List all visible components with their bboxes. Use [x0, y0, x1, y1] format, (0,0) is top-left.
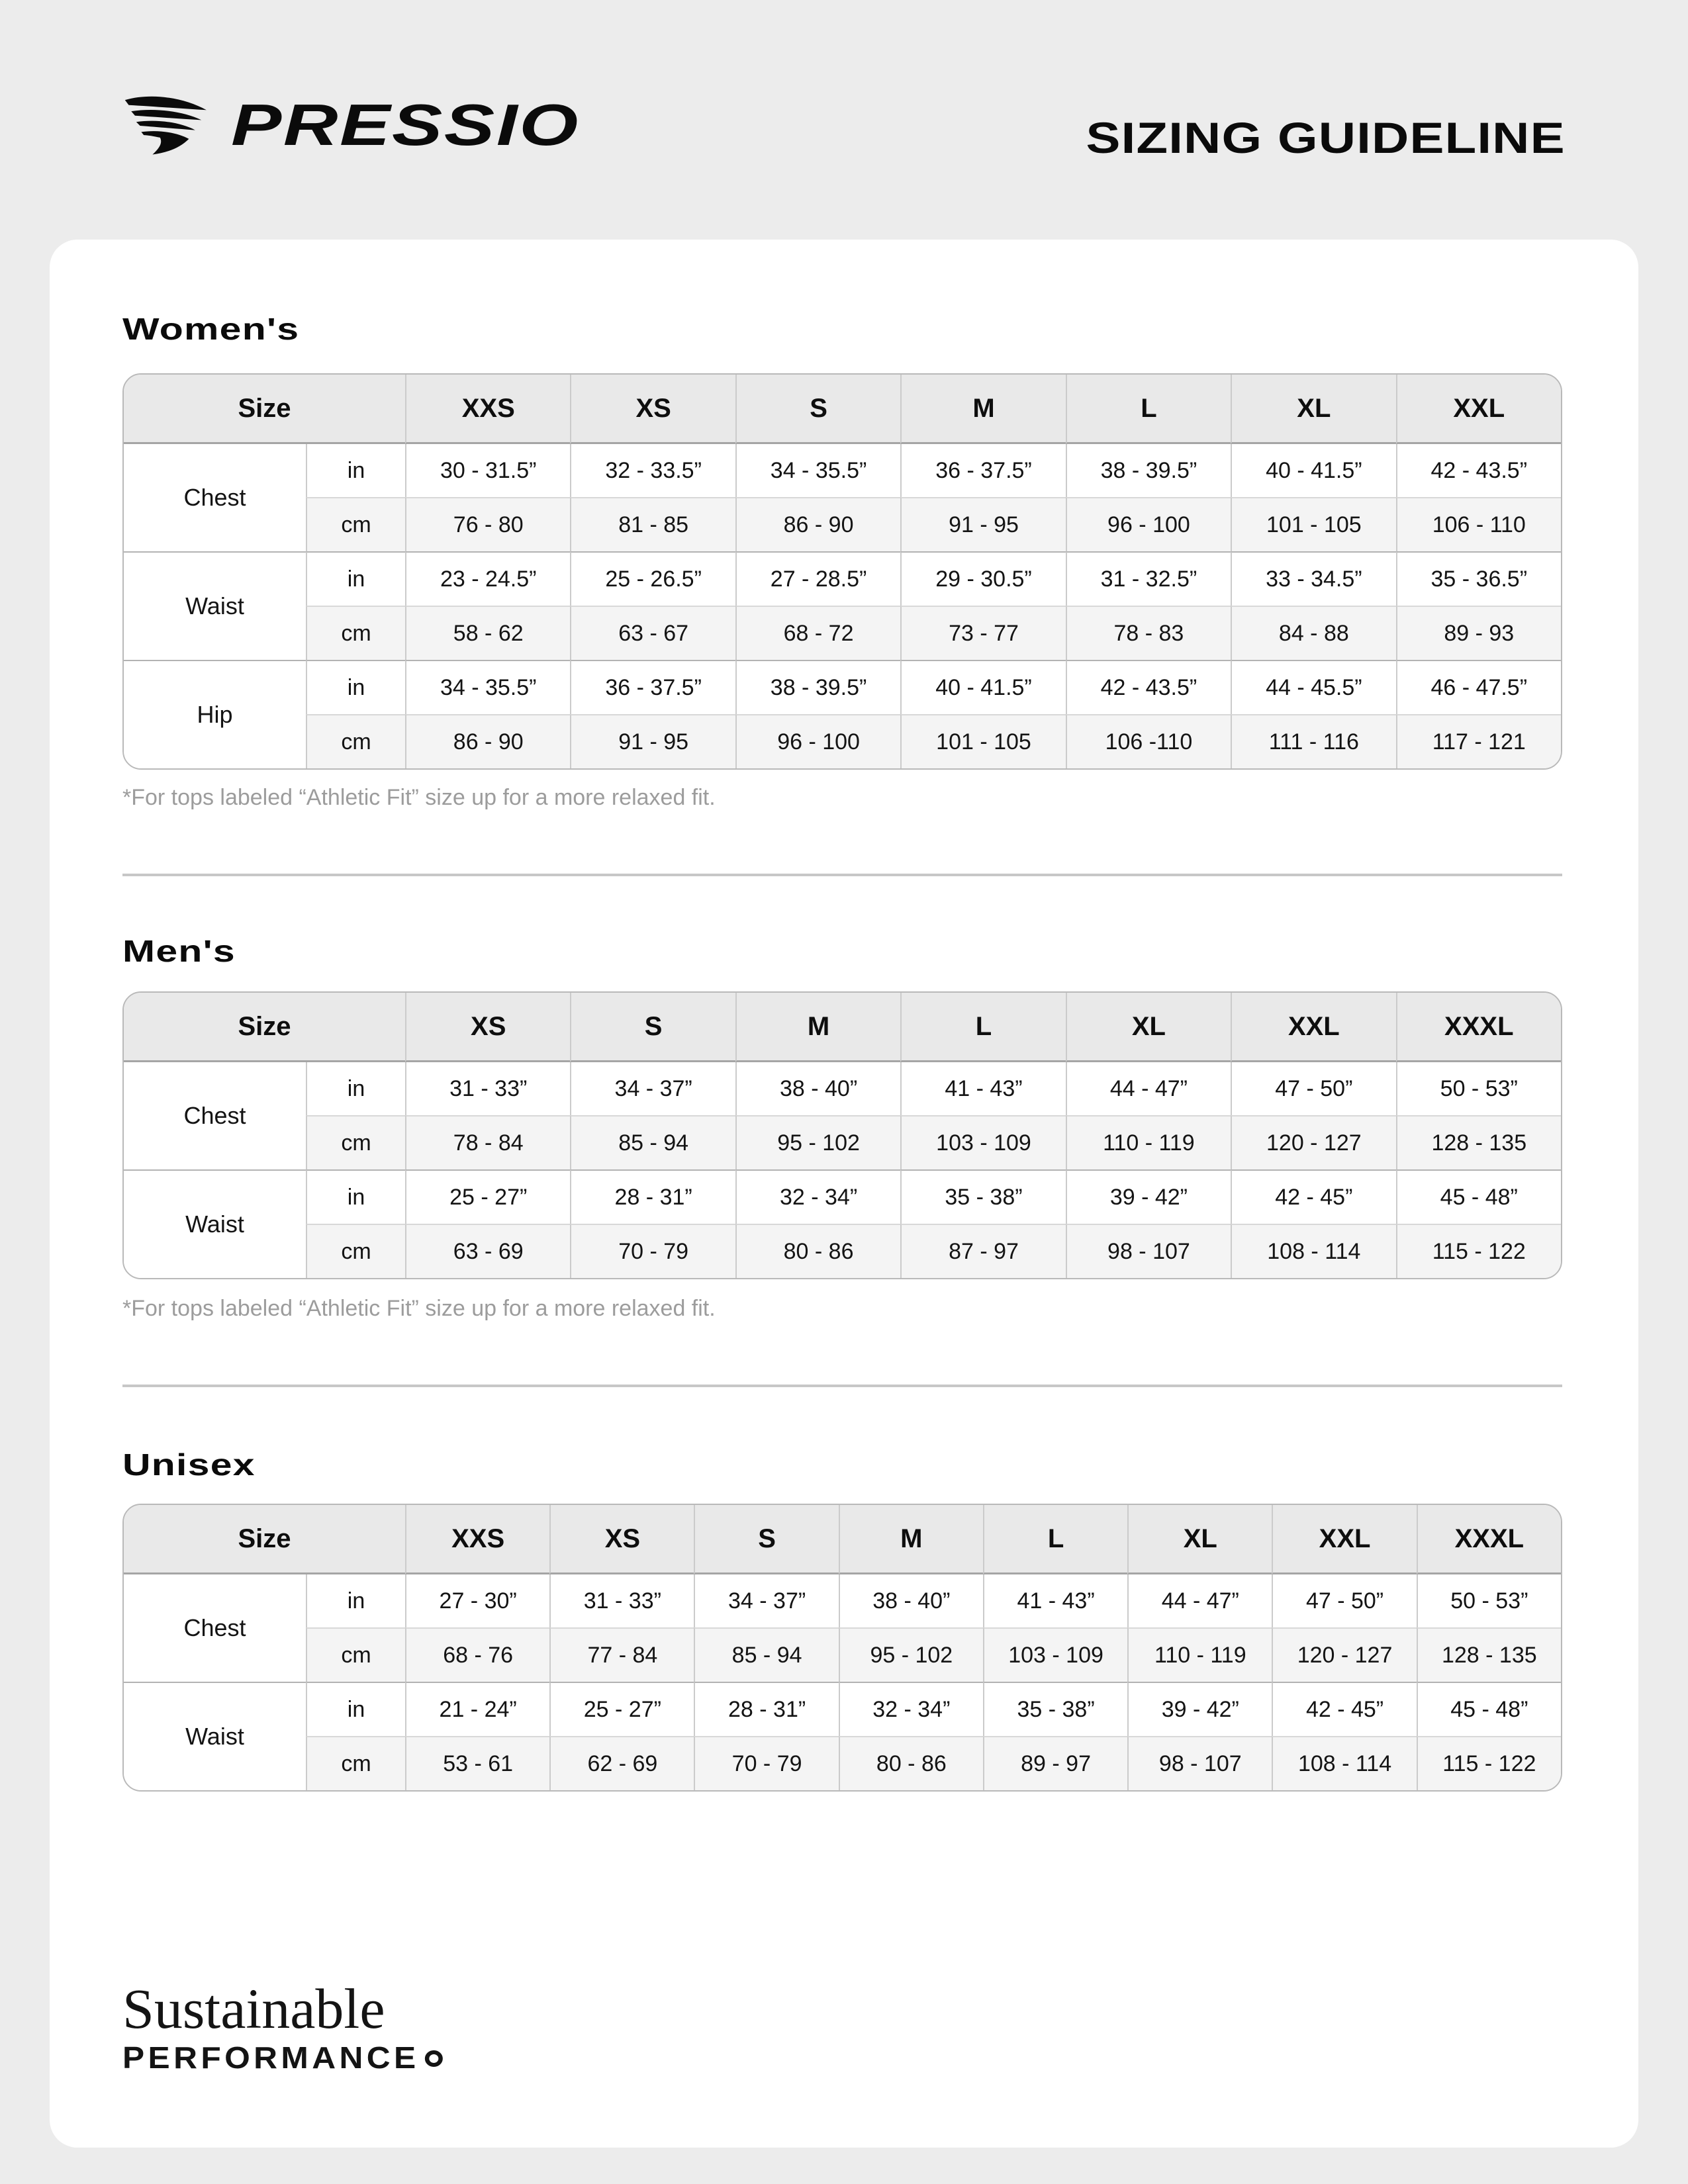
- mens-size-table: [122, 991, 1562, 1279]
- table-row: [124, 1574, 1561, 1627]
- value-cell: 33 - 34.5”: [1231, 551, 1395, 606]
- table-row: [124, 1115, 1561, 1169]
- value-cell: 108 - 114: [1231, 1224, 1395, 1278]
- value-cell: 53 - 61: [405, 1736, 549, 1790]
- table-row: [124, 551, 1561, 606]
- value-cell: 27 - 28.5”: [735, 551, 900, 606]
- value-cell: 117 - 121: [1396, 714, 1561, 768]
- value-cell: 44 - 45.5”: [1231, 660, 1395, 714]
- size-header-l: L: [1066, 375, 1231, 444]
- measurement-label-cell: Waist: [124, 551, 306, 660]
- value-cell: 80 - 86: [735, 1224, 900, 1278]
- table-row: [124, 497, 1561, 551]
- value-cell: 106 - 110: [1396, 497, 1561, 551]
- value-cell: 110 - 119: [1066, 1115, 1231, 1169]
- size-table: [124, 993, 1561, 1278]
- page-title: SIZING GUIDELINE: [1086, 113, 1566, 162]
- value-cell: 70 - 79: [570, 1224, 735, 1278]
- value-cell: 86 - 90: [405, 714, 570, 768]
- small-circle-mark-icon: [425, 2050, 443, 2067]
- size-column-header: Size: [124, 1505, 405, 1574]
- table-row: [124, 1169, 1561, 1224]
- size-column-header: Size: [124, 375, 405, 444]
- value-cell: 42 - 45”: [1272, 1682, 1416, 1736]
- value-cell: 120 - 127: [1272, 1627, 1416, 1682]
- section-title-unisex: Unisex: [122, 1447, 256, 1482]
- unit-cell: in: [306, 660, 405, 714]
- value-cell: 128 - 135: [1417, 1627, 1561, 1682]
- value-cell: 63 - 69: [405, 1224, 570, 1278]
- value-cell: 31 - 32.5”: [1066, 551, 1231, 606]
- table-row: [124, 660, 1561, 714]
- value-cell: 77 - 84: [549, 1627, 694, 1682]
- value-cell: 36 - 37.5”: [900, 444, 1065, 497]
- brand-logo: [122, 91, 580, 159]
- unit-cell: in: [306, 1169, 405, 1224]
- table-row: [124, 1224, 1561, 1278]
- size-header-xxl: XXL: [1272, 1505, 1416, 1574]
- value-cell: 34 - 37”: [694, 1574, 838, 1627]
- value-cell: 101 - 105: [900, 714, 1065, 768]
- value-cell: 47 - 50”: [1231, 1062, 1395, 1115]
- value-cell: 41 - 43”: [900, 1062, 1065, 1115]
- value-cell: 45 - 48”: [1417, 1682, 1561, 1736]
- unit-cell: cm: [306, 1224, 405, 1278]
- unit-cell: cm: [306, 606, 405, 660]
- value-cell: 86 - 90: [735, 497, 900, 551]
- value-cell: 58 - 62: [405, 606, 570, 660]
- value-cell: 28 - 31”: [570, 1169, 735, 1224]
- size-header-xs: XS: [570, 375, 735, 444]
- size-header-m: M: [839, 1505, 983, 1574]
- value-cell: 29 - 30.5”: [900, 551, 1065, 606]
- value-cell: 32 - 34”: [735, 1169, 900, 1224]
- womens-footnote: *For tops labeled “Athletic Fit” size up for a more relaxed fit.: [122, 785, 716, 810]
- value-cell: 108 - 114: [1272, 1736, 1416, 1790]
- measurement-label-cell: Waist: [124, 1682, 306, 1790]
- value-cell: 115 - 122: [1396, 1224, 1561, 1278]
- value-cell: 85 - 94: [570, 1115, 735, 1169]
- value-cell: 103 - 109: [900, 1115, 1065, 1169]
- value-cell: 95 - 102: [839, 1627, 983, 1682]
- size-header-xl: XL: [1127, 1505, 1272, 1574]
- size-header-m: M: [735, 993, 900, 1062]
- value-cell: 89 - 97: [983, 1736, 1127, 1790]
- value-cell: 42 - 43.5”: [1396, 444, 1561, 497]
- value-cell: 32 - 34”: [839, 1682, 983, 1736]
- measurement-label-cell: Chest: [124, 1574, 306, 1682]
- value-cell: 91 - 95: [570, 714, 735, 768]
- value-cell: 39 - 42”: [1066, 1169, 1231, 1224]
- size-header-xl: XL: [1231, 375, 1395, 444]
- section-divider: [122, 874, 1562, 876]
- size-header-xs: XS: [405, 993, 570, 1062]
- value-cell: 38 - 39.5”: [1066, 444, 1231, 497]
- section-divider: [122, 1385, 1562, 1387]
- size-header-xl: XL: [1066, 993, 1231, 1062]
- footer-performance-label: PERFORMANCE: [122, 2040, 420, 2075]
- value-cell: 44 - 47”: [1127, 1574, 1272, 1627]
- table-row: [124, 1627, 1561, 1682]
- value-cell: 50 - 53”: [1396, 1062, 1561, 1115]
- value-cell: 35 - 38”: [900, 1169, 1065, 1224]
- value-cell: 96 - 100: [1066, 497, 1231, 551]
- value-cell: 41 - 43”: [983, 1574, 1127, 1627]
- value-cell: 25 - 27”: [405, 1169, 570, 1224]
- size-header-s: S: [694, 1505, 838, 1574]
- value-cell: 68 - 76: [405, 1627, 549, 1682]
- value-cell: 44 - 47”: [1066, 1062, 1231, 1115]
- value-cell: 36 - 37.5”: [570, 660, 735, 714]
- table-row: [124, 1062, 1561, 1115]
- value-cell: 21 - 24”: [405, 1682, 549, 1736]
- value-cell: 40 - 41.5”: [1231, 444, 1395, 497]
- value-cell: 76 - 80: [405, 497, 570, 551]
- value-cell: 91 - 95: [900, 497, 1065, 551]
- value-cell: 42 - 45”: [1231, 1169, 1395, 1224]
- value-cell: 84 - 88: [1231, 606, 1395, 660]
- value-cell: 27 - 30”: [405, 1574, 549, 1627]
- value-cell: 106 -110: [1066, 714, 1231, 768]
- value-cell: 98 - 107: [1066, 1224, 1231, 1278]
- size-header-xxxl: XXXL: [1417, 1505, 1561, 1574]
- value-cell: 62 - 69: [549, 1736, 694, 1790]
- table-row: [124, 444, 1561, 497]
- unit-cell: in: [306, 551, 405, 606]
- size-header-s: S: [570, 993, 735, 1062]
- value-cell: 40 - 41.5”: [900, 660, 1065, 714]
- value-cell: 34 - 37”: [570, 1062, 735, 1115]
- value-cell: 120 - 127: [1231, 1115, 1395, 1169]
- size-header-xxs: XXS: [405, 375, 570, 444]
- value-cell: 39 - 42”: [1127, 1682, 1272, 1736]
- value-cell: 50 - 53”: [1417, 1574, 1561, 1627]
- value-cell: 47 - 50”: [1272, 1574, 1416, 1627]
- size-table: [124, 375, 1561, 768]
- size-header-xxs: XXS: [405, 1505, 549, 1574]
- section-title-mens: Men's: [122, 934, 236, 968]
- table-row: [124, 606, 1561, 660]
- value-cell: 98 - 107: [1127, 1736, 1272, 1790]
- footer-logo: [122, 1977, 420, 2075]
- size-column-header: Size: [124, 993, 405, 1062]
- table-row: [124, 1682, 1561, 1736]
- value-cell: 78 - 84: [405, 1115, 570, 1169]
- value-cell: 80 - 86: [839, 1736, 983, 1790]
- value-cell: 35 - 36.5”: [1396, 551, 1561, 606]
- section-title-womens: Women's: [122, 312, 300, 346]
- content-card: [50, 240, 1638, 2148]
- value-cell: 34 - 35.5”: [405, 660, 570, 714]
- value-cell: 115 - 122: [1417, 1736, 1561, 1790]
- size-header-xxxl: XXXL: [1396, 993, 1561, 1062]
- footer-sustainable-text: Sustainable: [122, 1977, 385, 2040]
- size-header-m: M: [900, 375, 1065, 444]
- value-cell: 111 - 116: [1231, 714, 1395, 768]
- footer-performance-text: [122, 2040, 443, 2075]
- table-row: [124, 714, 1561, 768]
- value-cell: 31 - 33”: [549, 1574, 694, 1627]
- value-cell: 103 - 109: [983, 1627, 1127, 1682]
- unit-cell: cm: [306, 1115, 405, 1169]
- measurement-label-cell: Chest: [124, 1062, 306, 1169]
- unit-cell: in: [306, 1574, 405, 1627]
- value-cell: 30 - 31.5”: [405, 444, 570, 497]
- size-header-l: L: [900, 993, 1065, 1062]
- value-cell: 110 - 119: [1127, 1627, 1272, 1682]
- value-cell: 25 - 27”: [549, 1682, 694, 1736]
- size-header-xs: XS: [549, 1505, 694, 1574]
- unit-cell: cm: [306, 1736, 405, 1790]
- unit-cell: cm: [306, 714, 405, 768]
- value-cell: 89 - 93: [1396, 606, 1561, 660]
- value-cell: 81 - 85: [570, 497, 735, 551]
- mens-footnote: *For tops labeled “Athletic Fit” size up for a more relaxed fit.: [122, 1296, 716, 1321]
- unit-cell: cm: [306, 497, 405, 551]
- unit-cell: in: [306, 444, 405, 497]
- unit-cell: in: [306, 1682, 405, 1736]
- value-cell: 23 - 24.5”: [405, 551, 570, 606]
- unit-cell: cm: [306, 1627, 405, 1682]
- value-cell: 68 - 72: [735, 606, 900, 660]
- value-cell: 78 - 83: [1066, 606, 1231, 660]
- value-cell: 45 - 48”: [1396, 1169, 1561, 1224]
- measurement-label-cell: Hip: [124, 660, 306, 768]
- size-header-xxl: XXL: [1396, 375, 1561, 444]
- size-header-l: L: [983, 1505, 1127, 1574]
- value-cell: 38 - 40”: [735, 1062, 900, 1115]
- unit-cell: in: [306, 1062, 405, 1115]
- value-cell: 63 - 67: [570, 606, 735, 660]
- value-cell: 28 - 31”: [694, 1682, 838, 1736]
- brand-name: PRESSIO: [231, 92, 580, 158]
- value-cell: 38 - 40”: [839, 1574, 983, 1627]
- size-header-xxl: XXL: [1231, 993, 1395, 1062]
- value-cell: 128 - 135: [1396, 1115, 1561, 1169]
- size-table: [124, 1505, 1561, 1790]
- value-cell: 70 - 79: [694, 1736, 838, 1790]
- measurement-label-cell: Chest: [124, 444, 306, 551]
- value-cell: 96 - 100: [735, 714, 900, 768]
- value-cell: 38 - 39.5”: [735, 660, 900, 714]
- value-cell: 34 - 35.5”: [735, 444, 900, 497]
- table-row: [124, 1736, 1561, 1790]
- value-cell: 101 - 105: [1231, 497, 1395, 551]
- pressio-wing-icon: [122, 92, 216, 158]
- value-cell: 95 - 102: [735, 1115, 900, 1169]
- value-cell: 32 - 33.5”: [570, 444, 735, 497]
- value-cell: 85 - 94: [694, 1627, 838, 1682]
- value-cell: 73 - 77: [900, 606, 1065, 660]
- value-cell: 31 - 33”: [405, 1062, 570, 1115]
- unisex-size-table: [122, 1504, 1562, 1792]
- value-cell: 25 - 26.5”: [570, 551, 735, 606]
- womens-size-table: [122, 373, 1562, 770]
- value-cell: 46 - 47.5”: [1396, 660, 1561, 714]
- value-cell: 35 - 38”: [983, 1682, 1127, 1736]
- value-cell: 87 - 97: [900, 1224, 1065, 1278]
- measurement-label-cell: Waist: [124, 1169, 306, 1278]
- size-header-s: S: [735, 375, 900, 444]
- value-cell: 42 - 43.5”: [1066, 660, 1231, 714]
